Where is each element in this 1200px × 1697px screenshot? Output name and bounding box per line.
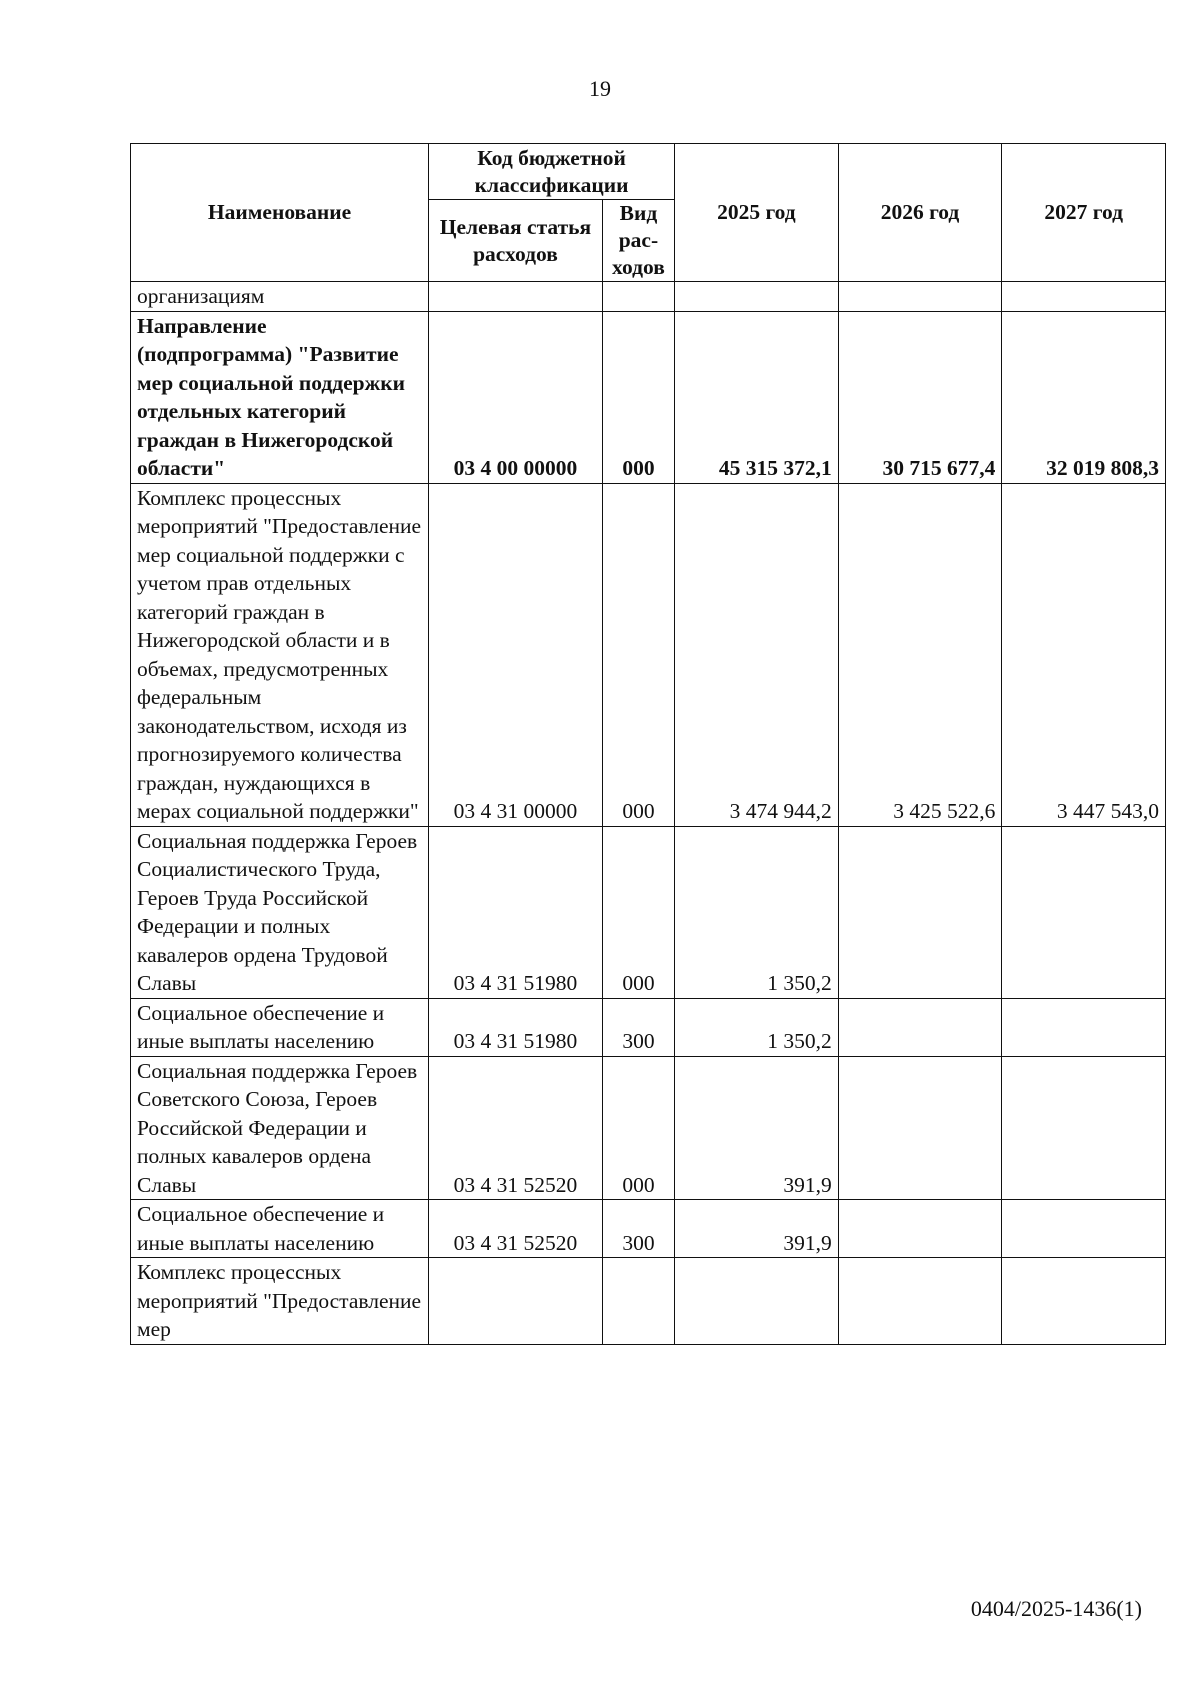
row-expense-type: [602, 1258, 674, 1345]
row-2025: 391,9: [675, 1056, 839, 1200]
row-2026: 30 715 677,4: [838, 311, 1002, 483]
header-2025: 2025 год: [675, 144, 839, 282]
header-name: Наименование: [131, 144, 429, 282]
row-expense-type: 000: [602, 826, 674, 998]
row-2025: 3 474 944,2: [675, 483, 839, 826]
row-2026: [838, 282, 1002, 312]
row-target-code: 03 4 31 52520: [429, 1056, 603, 1200]
row-expense-type: 300: [602, 998, 674, 1056]
row-expense-type: 300: [602, 1200, 674, 1258]
row-target-code: 03 4 00 00000: [429, 311, 603, 483]
row-target-code: [429, 282, 603, 312]
row-2027: 3 447 543,0: [1002, 483, 1166, 826]
row-name: Социальное обеспечение и иные выплаты населению: [131, 1200, 429, 1258]
row-name: Комплекс процессных мероприятий "Предоставление мер социальной поддержки с учетом прав отдельных категорий граждан в Нижегородской области и в объемах, предусмотренных федеральным законодательством, исходя из прогнозируемого количества граждан, нуждающихся в мерах социальной поддержки": [131, 483, 429, 826]
budget-table: [130, 143, 1166, 1345]
row-name: Социальная поддержка Героев Социалистического Труда, Героев Труда Российской Федерации и полных кавалеров ордена Трудовой Славы: [131, 826, 429, 998]
header-expense-type: Вид рас- ходов: [602, 200, 674, 282]
row-2026: [838, 1258, 1002, 1345]
row-expense-type: 000: [602, 483, 674, 826]
document-id: 0404/2025-1436(1): [970, 1596, 1142, 1621]
row-target-code: [429, 1258, 603, 1345]
row-2025: [675, 282, 839, 312]
row-2027: [1002, 1258, 1166, 1345]
row-expense-type: 000: [602, 1056, 674, 1200]
table-row: [131, 1056, 1166, 1200]
table-row: [131, 282, 1166, 312]
row-2025: [675, 1258, 839, 1345]
row-name: Социальная поддержка Героев Советского Союза, Героев Российской Федерации и полных кавалеров ордена Славы: [131, 1056, 429, 1200]
row-name: Направление (подпрограмма) "Развитие мер социальной поддержки отдельных категорий граждан в Нижегородской области": [131, 311, 429, 483]
row-2026: [838, 826, 1002, 998]
table-row: [131, 826, 1166, 998]
row-2027: [1002, 1056, 1166, 1200]
row-2026: [838, 998, 1002, 1056]
row-expense-type: 000: [602, 311, 674, 483]
page-number: 19: [589, 76, 611, 101]
row-target-code: 03 4 31 51980: [429, 826, 603, 998]
row-2026: [838, 1200, 1002, 1258]
table-row: [131, 1258, 1166, 1345]
row-expense-type: [602, 282, 674, 312]
header-2026: 2026 год: [838, 144, 1002, 282]
header-budget-code: Код бюджетной классификации: [429, 144, 675, 200]
row-2027: [1002, 826, 1166, 998]
table-row: [131, 483, 1166, 826]
row-2027: 32 019 808,3: [1002, 311, 1166, 483]
row-2027: [1002, 1200, 1166, 1258]
row-name: Комплекс процессных мероприятий "Предоставление мер: [131, 1258, 429, 1345]
row-2026: [838, 1056, 1002, 1200]
row-2026: 3 425 522,6: [838, 483, 1002, 826]
header-target-article: Целевая статья расходов: [429, 200, 603, 282]
row-2025: 45 315 372,1: [675, 311, 839, 483]
row-2025: 391,9: [675, 1200, 839, 1258]
row-2027: [1002, 282, 1166, 312]
row-2025: 1 350,2: [675, 998, 839, 1056]
row-2025: 1 350,2: [675, 826, 839, 998]
row-target-code: 03 4 31 51980: [429, 998, 603, 1056]
table-row: [131, 1200, 1166, 1258]
row-target-code: 03 4 31 00000: [429, 483, 603, 826]
row-target-code: 03 4 31 52520: [429, 1200, 603, 1258]
table-row: [131, 311, 1166, 483]
row-2027: [1002, 998, 1166, 1056]
row-name: организациям: [131, 282, 429, 312]
row-name: Социальное обеспечение и иные выплаты населению: [131, 998, 429, 1056]
table-row: [131, 998, 1166, 1056]
header-2027: 2027 год: [1002, 144, 1166, 282]
